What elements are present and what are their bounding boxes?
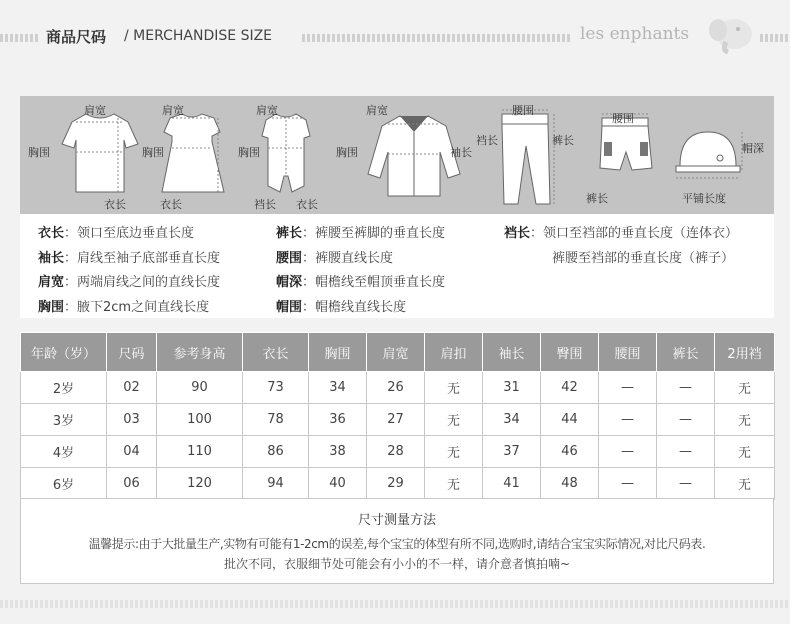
dress-shoulder-label: 肩宽 [162, 104, 184, 117]
table-cell: 27 [367, 404, 425, 436]
def-2-4: 帽围：帽檐线直线长度 [276, 300, 407, 315]
table-cell: 04 [107, 436, 157, 468]
table-cell: 94 [243, 468, 309, 500]
table-cell: 44 [541, 404, 599, 436]
note-title: 尺寸测量方法 [357, 513, 436, 528]
romper-shoulder-label: 肩宽 [256, 104, 278, 117]
table-cell: — [657, 404, 715, 436]
table-cell: 31 [483, 372, 541, 404]
pants-waist-label: 腰围 [512, 104, 534, 117]
section-subtitle: / MERCHANDISE SIZE [124, 28, 273, 44]
table-cell: 90 [157, 372, 243, 404]
pants-diagram [502, 110, 554, 204]
table-cell: 无 [425, 404, 483, 436]
table-cell: 无 [425, 436, 483, 468]
elephant-icon [704, 14, 756, 54]
table-cell: 86 [243, 436, 309, 468]
tshirt-diagram [62, 114, 138, 192]
def-2-1: 裤长：裤腰至裤脚的垂直长度 [276, 226, 446, 241]
table-cell: 26 [367, 372, 425, 404]
def-1-3: 肩宽：两端肩线之间的直线长度 [38, 275, 221, 290]
header-dash-middle [302, 34, 570, 42]
dress-length-label: 衣长 [160, 198, 182, 211]
diagram-band [20, 96, 774, 214]
table-cell: 4岁 [21, 436, 107, 468]
note-line-1: 温馨提示:由于大批量生产,实物有可能有1-2cm的误差,每个宝宝的体型有所不同,选购时,请结合宝宝实际情况,对比尺码表. [88, 537, 706, 551]
table-cell: 无 [425, 372, 483, 404]
def-3-2: 裤腰至裆部的垂直长度（裤子） [552, 251, 735, 266]
table-cell: — [599, 404, 657, 436]
hat-width-label: 平铺长度 [682, 192, 726, 205]
table-cell: 120 [157, 468, 243, 500]
shirt-sleeve-label: 袖长 [450, 146, 472, 159]
table-cell: — [599, 372, 657, 404]
brand-name: les enphants [580, 24, 690, 44]
table-cell: 6岁 [21, 468, 107, 500]
def-2-3: 帽深：帽檐线至帽顶垂直长度 [276, 275, 446, 290]
def-1-2: 袖长：肩线至袖子底部垂直长度 [38, 251, 221, 266]
table-cell: — [657, 436, 715, 468]
header-dash-left [0, 34, 38, 42]
col-header: 肩宽 [367, 333, 425, 372]
table-cell: 37 [483, 436, 541, 468]
col-header: 胸围 [309, 333, 367, 372]
tshirt-length-label: 衣长 [104, 198, 126, 211]
table-cell: 无 [425, 468, 483, 500]
shirt-diagram [368, 116, 460, 196]
table-cell: 3岁 [21, 404, 107, 436]
table-cell: 34 [483, 404, 541, 436]
hat-diagram [676, 132, 742, 178]
hat-depth-label: 帽深 [742, 142, 764, 155]
shorts-length-label: 裤长 [586, 192, 608, 205]
table-row [21, 436, 775, 468]
table-cell: 无 [715, 372, 775, 404]
col-header: 腰围 [599, 333, 657, 372]
table-cell: 38 [309, 436, 367, 468]
table-cell: 78 [243, 404, 309, 436]
table-cell: 41 [483, 468, 541, 500]
pants-length-label: 裤长 [552, 134, 574, 147]
size-table [20, 332, 775, 500]
def-2-2: 腰围：裤腰直线长度 [276, 251, 394, 266]
romper-chest-label: 胸围 [238, 146, 260, 159]
dress-diagram [162, 114, 224, 192]
table-cell: — [657, 372, 715, 404]
page-header [0, 0, 790, 76]
footer-dash [0, 600, 790, 608]
col-header: 2用裆 [715, 333, 775, 372]
table-cell: 42 [541, 372, 599, 404]
measurement-note [20, 498, 774, 584]
col-header: 臀围 [541, 333, 599, 372]
col-header: 尺码 [107, 333, 157, 372]
col-header: 裤长 [657, 333, 715, 372]
header-dash-right [760, 34, 790, 42]
garment-diagrams [20, 96, 774, 214]
table-cell: 29 [367, 468, 425, 500]
col-header: 肩扣 [425, 333, 483, 372]
table-cell: — [657, 468, 715, 500]
def-1-4: 胸围：腋下2cm之间直线长度 [38, 300, 210, 315]
table-cell: 02 [107, 372, 157, 404]
pants-crotch-label: 裆长 [476, 134, 498, 147]
table-cell: 无 [715, 404, 775, 436]
col-header: 袖长 [483, 333, 541, 372]
table-cell: 36 [309, 404, 367, 436]
table-cell: 100 [157, 404, 243, 436]
col-header: 衣长 [243, 333, 309, 372]
table-row [21, 404, 775, 436]
def-1-1: 衣长：领口至底边垂直长度 [38, 226, 195, 241]
dress-chest-label: 胸围 [142, 146, 164, 159]
section-title: 商品尺码 [46, 28, 107, 46]
table-cell: — [599, 468, 657, 500]
table-cell: 48 [541, 468, 599, 500]
table-cell: — [599, 436, 657, 468]
table-cell: 28 [367, 436, 425, 468]
note-line-2: 批次不同，衣服细节处可能会有小小的不一样，请介意者慎拍喃~ [223, 557, 571, 571]
def-3-1: 裆长：领口至裆部的垂直长度（连体衣） [504, 226, 739, 241]
col-header: 参考身高 [157, 333, 243, 372]
table-cell: 无 [715, 436, 775, 468]
table-header-row [21, 333, 775, 372]
shirt-shoulder-label: 肩宽 [366, 104, 388, 117]
romper-diagram [262, 114, 310, 192]
table-cell: 46 [541, 436, 599, 468]
tshirt-shoulder-label: 肩宽 [84, 104, 106, 117]
col-header: 年龄（岁） [21, 333, 107, 372]
romper-crotch-label: 裆长 [254, 198, 276, 211]
table-cell: 34 [309, 372, 367, 404]
table-cell: 40 [309, 468, 367, 500]
tshirt-chest-label: 胸围 [28, 146, 50, 159]
table-row [21, 468, 775, 500]
table-cell: 2岁 [21, 372, 107, 404]
romper-length-label: 衣长 [296, 198, 318, 211]
table-cell: 无 [715, 468, 775, 500]
shirt-chest-label: 胸围 [336, 146, 358, 159]
table-cell: 03 [107, 404, 157, 436]
table-cell: 73 [243, 372, 309, 404]
table-cell: 06 [107, 468, 157, 500]
table-row [21, 372, 775, 404]
table-cell: 110 [157, 436, 243, 468]
shorts-waist-label: 腰围 [612, 112, 634, 125]
